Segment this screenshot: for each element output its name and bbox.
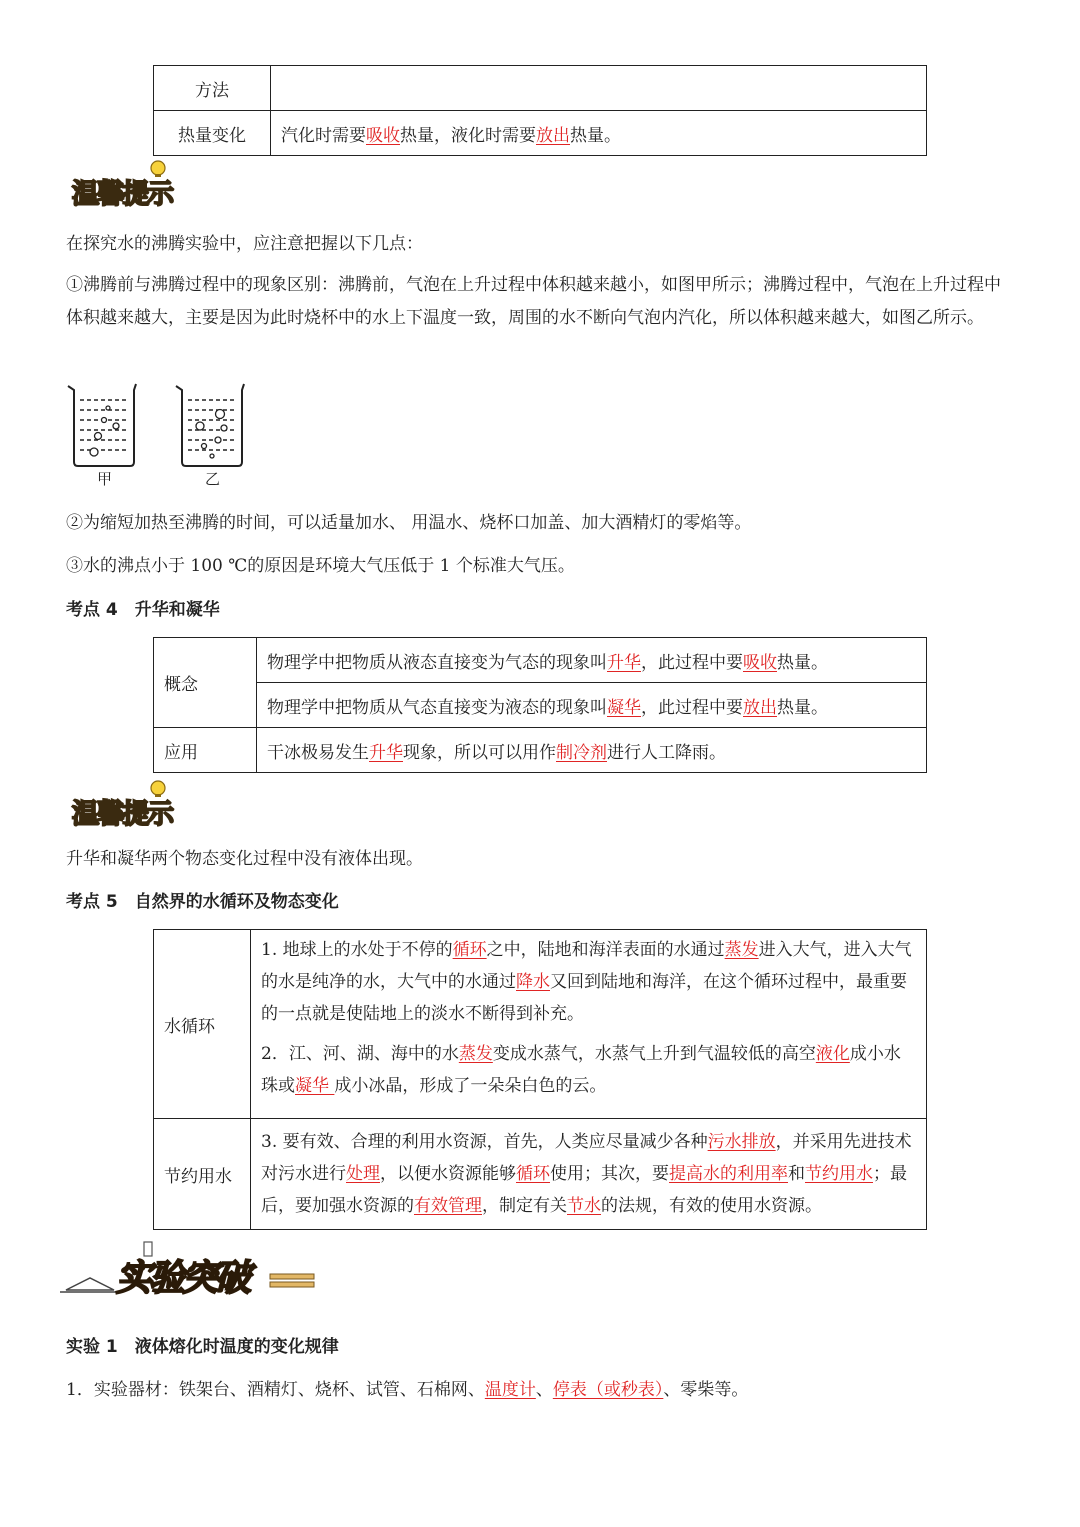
save-water-content: 3. 要有效、合理的利用水资源，首先，人类应尽量减少各种污水排放，并采用先进技术对污水进行处理，以便水资源能够循环使用；其次，要提高水的利用率和节约用水；最后，要加强水资源的有效管理，制定有关节水的法规，有效的使用水资源。: [251, 1119, 927, 1230]
heat-change-label: 热量变化: [154, 111, 271, 156]
method-label: 方法: [154, 66, 271, 111]
concept-row-1: 物理学中把物质从液态直接变为气态的现象叫升华，此过程中要吸收热量。: [257, 638, 927, 683]
method-content: [271, 66, 927, 111]
water-cycle-p2: 2．江、河、湖、海中的水蒸发变成水蒸气，水蒸气上升到气温较低的高空液化成小水珠或凝华 成小冰晶，形成了一朵朵白色的云。: [261, 1044, 901, 1096]
kaodian5-heading: 考点 5 自然界的水循环及物态变化: [66, 892, 339, 912]
tip2-text: 升华和凝华两个物态变化过程中没有液体出现。: [66, 849, 423, 869]
water-cycle-p1: 1. 地球上的水处于不停的循环之中，陆地和海洋表面的水通过蒸发进入大气，进入大气的水是纯净的水，大气中的水通过降水又回到陆地和海洋，在这个循环过程中，最重要的一点就是使陆地上的淡水不断得到补充。: [261, 940, 912, 1024]
tip1-point1: ①沸腾前与沸腾过程中的现象区别：沸腾前，气泡在上升过程中体积越来越小，如图甲所示；沸腾过程中，气泡在上升过程中体积越来越大，主要是因为此时烧杯中的水上下温度一致，周围的水不断向气泡内汽化，所以体积越来越大，如图乙所示。: [66, 275, 1001, 328]
beaker-diagram: [64, 380, 264, 490]
water-cycle-label: 水循环: [154, 930, 251, 1119]
heat-change-content: 汽化时需要吸收热量，液化时需要放出热量。: [271, 111, 927, 156]
experiment-badge-text: 实验突破: [116, 1258, 249, 1299]
kaodian4-heading: 考点 4 升华和凝华: [66, 600, 220, 620]
exp1-heading: 实验 1 液体熔化时温度的变化规律: [66, 1337, 339, 1357]
exp1-item1: 1．实验器材：铁架台、酒精灯、烧杯、试管、石棉网、温度计、停表（或秒表）、零柴等。: [66, 1380, 749, 1400]
beaker-figure: [64, 380, 264, 490]
apply-label: 应用: [154, 728, 257, 773]
experiment-badge: [60, 1240, 320, 1306]
tip-badge: [70, 158, 190, 210]
tip-badge-2: [70, 778, 190, 830]
tip1-point2: ②为缩短加热至沸腾的时间，可以适量加水、 用温水、烧杯口加盖、加大酒精灯的零焰等。: [66, 513, 752, 533]
apply-row: 干冰极易发生升华现象，所以可以用作制冷剂进行人工降雨。: [257, 728, 927, 773]
save-water-label: 节约用水: [154, 1119, 251, 1230]
top-table: [153, 65, 927, 156]
water-cycle-table: [153, 929, 927, 1230]
tip1-intro: 在探究水的沸腾实验中，应注意把握以下几点：: [66, 234, 423, 254]
beaker-label-jia: 甲: [97, 470, 113, 488]
water-cycle-content: [251, 930, 927, 1119]
tip-badge-text: 温馨提示: [72, 179, 172, 210]
concept-label: 概念: [154, 638, 257, 728]
concept-row-2: 物理学中把物质从气态直接变为液态的现象叫凝华，此过程中要放出热量。: [257, 683, 927, 728]
sublimation-table: [153, 637, 927, 773]
tip-badge-2-text: 温馨提示: [72, 799, 172, 830]
beaker-label-yi: 乙: [205, 470, 221, 488]
tip1-point3: ③水的沸点小于 100 ℃的原因是环境大气压低于 1 个标准大气压。: [66, 556, 575, 576]
